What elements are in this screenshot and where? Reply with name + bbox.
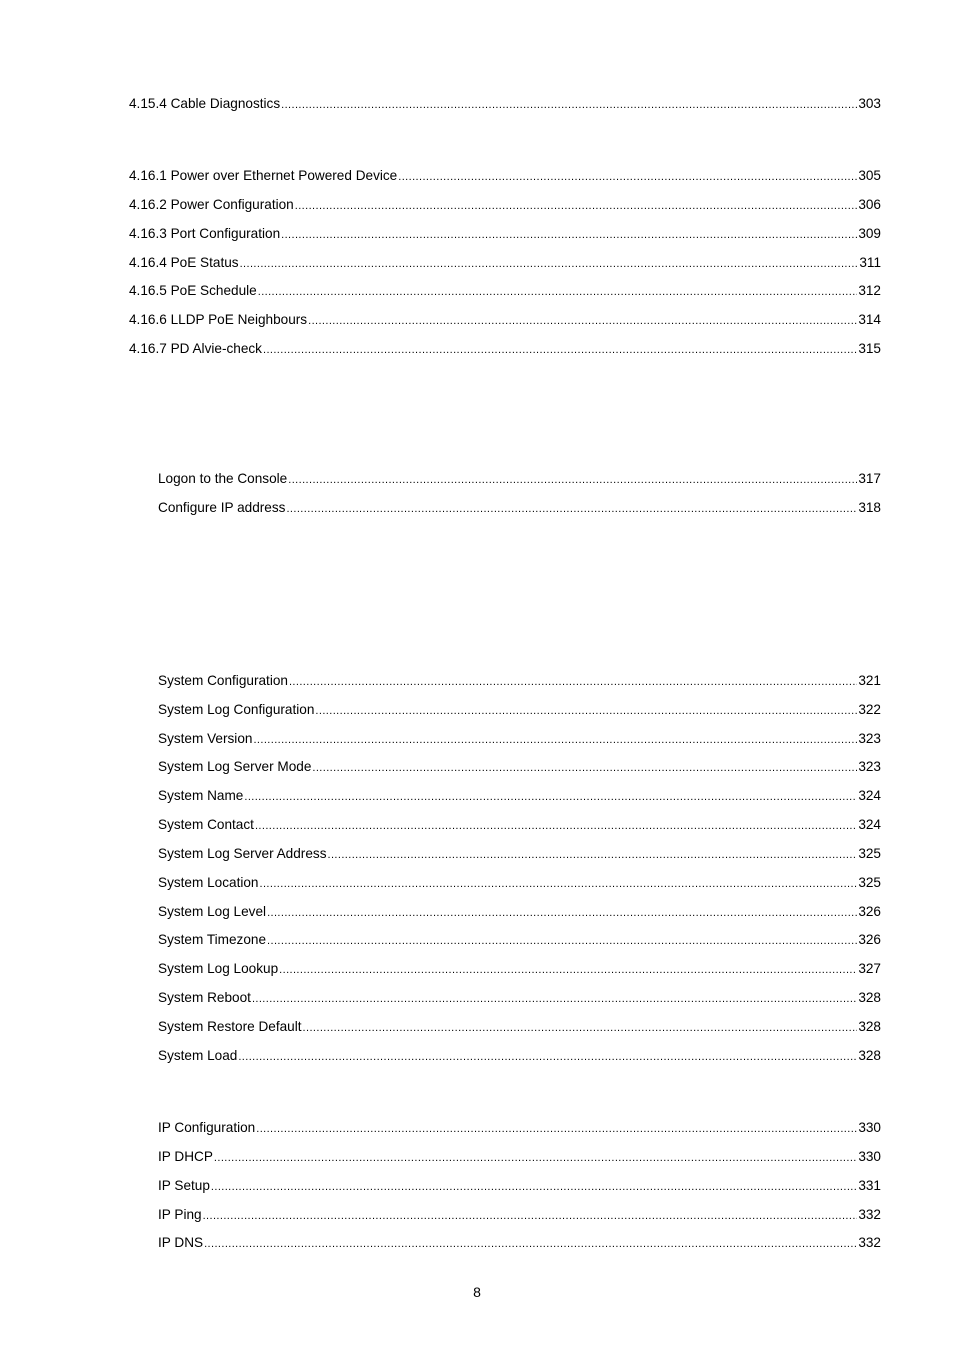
toc-entry-page: 328 xyxy=(858,1019,881,1034)
toc-entry-page: 303 xyxy=(858,96,881,111)
toc-dot-leader xyxy=(238,1048,857,1066)
toc-entry[interactable] xyxy=(158,730,881,748)
toc-entry[interactable] xyxy=(158,989,881,1007)
toc-entry[interactable] xyxy=(158,816,881,834)
toc-entry-title: 4.16.6 LLDP PoE Neighbours xyxy=(129,312,308,327)
toc-entry-page: 328 xyxy=(858,990,881,1005)
toc-entry-title: 4.16.2 Power Configuration xyxy=(129,197,294,212)
toc-entry-title: 4.16.4 PoE Status xyxy=(129,255,239,270)
toc-entry-title: System Load xyxy=(158,1048,238,1063)
toc-entry[interactable] xyxy=(129,340,881,358)
toc-dot-leader xyxy=(295,197,858,215)
toc-dot-leader xyxy=(398,168,857,186)
toc-entry-title: System Contact xyxy=(158,817,254,832)
toc-entry-title: IP DNS xyxy=(158,1235,204,1250)
toc-entry[interactable] xyxy=(158,1047,881,1065)
toc-dot-leader xyxy=(303,1019,858,1037)
toc-entry[interactable] xyxy=(158,1018,881,1036)
toc-entry-page: 327 xyxy=(858,961,881,976)
toc-entry[interactable] xyxy=(158,1234,881,1252)
toc-entry[interactable] xyxy=(129,254,881,272)
toc-dot-leader xyxy=(256,1120,857,1138)
toc-dot-leader xyxy=(308,312,857,330)
toc-dot-leader xyxy=(286,500,857,518)
toc-entry-page: 309 xyxy=(858,226,881,241)
toc-entry-page: 325 xyxy=(858,846,881,861)
toc-entry-title: System Log Server Address xyxy=(158,846,327,861)
toc-entry-title: IP Ping xyxy=(158,1207,202,1222)
toc-entry-page: 330 xyxy=(858,1149,881,1164)
toc-entry[interactable] xyxy=(158,499,881,517)
toc-entry-title: System Log Server Mode xyxy=(158,759,312,774)
toc-dot-leader xyxy=(267,932,857,950)
toc-dot-leader xyxy=(252,990,857,1008)
toc-entry-page: 332 xyxy=(858,1235,881,1250)
toc-dot-leader xyxy=(204,1235,857,1253)
toc-dot-leader xyxy=(279,961,857,979)
toc-dot-leader xyxy=(214,1149,857,1167)
toc-dot-leader xyxy=(260,875,858,893)
toc-entry-title: System Reboot xyxy=(158,990,251,1005)
toc-entry-title: System Log Configuration xyxy=(158,702,315,717)
toc-entry-title: IP DHCP xyxy=(158,1149,213,1164)
toc-entry-page: 317 xyxy=(858,471,881,486)
toc-entry-title: System Timezone xyxy=(158,932,267,947)
toc-entry-page: 315 xyxy=(858,341,881,356)
toc-entry-page: 330 xyxy=(858,1120,881,1135)
toc-entry-title: 4.16.7 PD Alvie-check xyxy=(129,341,262,356)
toc-entry-page: 324 xyxy=(858,817,881,832)
toc-dot-leader xyxy=(281,226,857,244)
toc-entry-page: 326 xyxy=(858,904,881,919)
toc-dot-leader xyxy=(240,255,859,273)
toc-entry[interactable] xyxy=(158,701,881,719)
toc-entry-page: 311 xyxy=(859,255,881,270)
toc-entry-title: System Name xyxy=(158,788,244,803)
toc-entry-title: 4.16.1 Power over Ethernet Powered Device xyxy=(129,168,398,183)
toc-entry-title: System Restore Default xyxy=(158,1019,302,1034)
toc-entry[interactable] xyxy=(158,758,881,776)
toc-entry-title: System Log Level xyxy=(158,904,267,919)
toc-entry-title: Configure IP address xyxy=(158,500,286,515)
toc-entry-page: 305 xyxy=(858,168,881,183)
toc-entry[interactable] xyxy=(158,931,881,949)
toc-dot-leader xyxy=(312,759,857,777)
toc-entry-page: 324 xyxy=(858,788,881,803)
toc-entry-page: 314 xyxy=(858,312,881,327)
toc-entry-page: 323 xyxy=(858,731,881,746)
toc-entry-page: 332 xyxy=(858,1207,881,1222)
toc-dot-leader xyxy=(315,702,857,720)
toc-entry[interactable] xyxy=(158,845,881,863)
toc-entry-page: 325 xyxy=(858,875,881,890)
toc-dot-leader xyxy=(211,1178,857,1196)
toc-dot-leader xyxy=(289,673,857,691)
toc-entry[interactable] xyxy=(129,311,881,329)
toc-entry-page: 322 xyxy=(858,702,881,717)
toc-entry-title: Logon to the Console xyxy=(158,471,288,486)
toc-dot-leader xyxy=(263,341,857,359)
toc-entry-page: 323 xyxy=(858,759,881,774)
toc-entry-title: 4.16.5 PoE Schedule xyxy=(129,283,257,298)
toc-dot-leader xyxy=(203,1207,858,1225)
toc-entry-page: 306 xyxy=(858,197,881,212)
toc-entry-title: 4.16.3 Port Configuration xyxy=(129,226,281,241)
toc-dot-leader xyxy=(255,817,857,835)
toc-entry[interactable] xyxy=(129,282,881,300)
toc-entry-title: IP Setup xyxy=(158,1178,210,1193)
page-number: 8 xyxy=(473,1284,481,1300)
toc-dot-leader xyxy=(328,846,858,864)
toc-entry-page: 312 xyxy=(858,283,881,298)
toc-entry-page: 328 xyxy=(858,1048,881,1063)
toc-entry-title: IP Configuration xyxy=(158,1120,256,1135)
toc-entry[interactable] xyxy=(158,787,881,805)
toc-entry-page: 331 xyxy=(858,1178,881,1193)
toc-entry-title: System Configuration xyxy=(158,673,288,688)
toc-entry[interactable] xyxy=(129,167,881,185)
toc-entry-page: 321 xyxy=(858,673,881,688)
toc-entry[interactable] xyxy=(129,225,881,243)
toc-entry-title: 4.15.4 Cable Diagnostics xyxy=(129,96,281,111)
toc-entry[interactable] xyxy=(158,470,881,488)
toc-dot-leader xyxy=(258,283,858,301)
toc-dot-leader xyxy=(281,96,857,114)
toc-entry[interactable] xyxy=(129,95,881,113)
toc-entry[interactable] xyxy=(158,672,881,690)
toc-dot-leader xyxy=(253,731,857,749)
toc-entry-page: 326 xyxy=(858,932,881,947)
toc-entry[interactable] xyxy=(158,1119,881,1137)
toc-entry-title: System Version xyxy=(158,731,253,746)
toc-entry[interactable] xyxy=(158,1177,881,1195)
toc-entry[interactable] xyxy=(158,874,881,892)
toc-entry-page: 318 xyxy=(858,500,881,515)
toc-entry[interactable] xyxy=(158,1206,881,1224)
toc-entry[interactable] xyxy=(158,1148,881,1166)
toc-entry[interactable] xyxy=(129,196,881,214)
toc-dot-leader xyxy=(288,471,857,489)
toc-entry[interactable] xyxy=(158,903,881,921)
toc-dot-leader xyxy=(244,788,857,806)
toc-entry-title: System Log Lookup xyxy=(158,961,279,976)
toc-dot-leader xyxy=(267,904,857,922)
toc-entry-title: System Location xyxy=(158,875,259,890)
toc-entry[interactable] xyxy=(158,960,881,978)
